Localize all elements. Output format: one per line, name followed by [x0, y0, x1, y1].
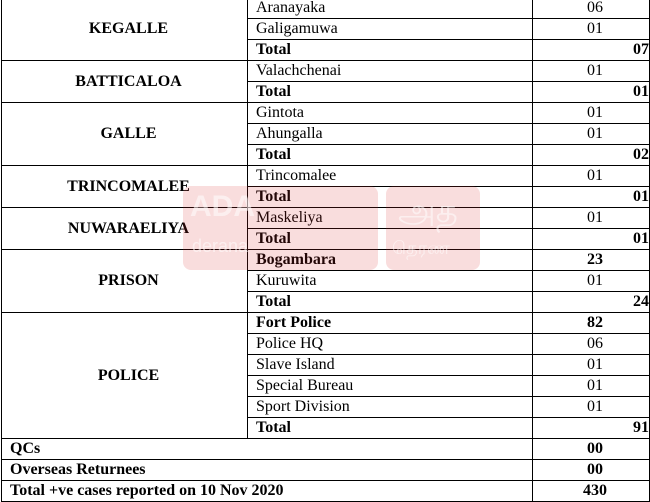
- case-count: 01: [533, 124, 650, 145]
- table-row: [2, 61, 650, 82]
- table-row: [2, 208, 650, 229]
- case-count: 01: [533, 376, 650, 397]
- place-name: Sport Division: [248, 397, 533, 418]
- watermark-text-3: அத: [398, 192, 458, 230]
- total-value: 07: [533, 40, 650, 61]
- case-count: 06: [533, 0, 650, 19]
- total-value: 01: [533, 187, 650, 208]
- district-name: BATTICALOA: [2, 61, 248, 103]
- table-body: [2, 0, 650, 502]
- place-name: Police HQ: [248, 334, 533, 355]
- case-count: 06: [533, 334, 650, 355]
- case-count: 01: [533, 19, 650, 40]
- summary-value: 430: [533, 481, 650, 502]
- case-count: 01: [533, 61, 650, 82]
- summary-value: 00: [533, 460, 650, 481]
- covid-cases-table: [1, 0, 650, 502]
- district-name: POLICE: [2, 313, 248, 439]
- place-name: Aranayaka: [248, 0, 533, 19]
- summary-label: Total +ve cases reported on 10 Nov 2020: [2, 481, 533, 502]
- table-row: [2, 103, 650, 124]
- place-name: Bogambara: [248, 250, 533, 271]
- place-name: Fort Police: [248, 313, 533, 334]
- place-name: Gintota: [248, 103, 533, 124]
- place-name: Valachchenai: [248, 61, 533, 82]
- case-count: 01: [533, 397, 650, 418]
- place-name: Ahungalla: [248, 124, 533, 145]
- place-name: Maskeliya: [248, 208, 533, 229]
- place-name: Trincomalee: [248, 166, 533, 187]
- case-count: 01: [533, 166, 650, 187]
- place-name: Slave Island: [248, 355, 533, 376]
- total-value: 24: [533, 292, 650, 313]
- summary-row: [2, 460, 650, 481]
- total-label: Total: [248, 292, 533, 313]
- summary-row: [2, 439, 650, 460]
- district-name: KEGALLE: [2, 0, 248, 61]
- case-count: 01: [533, 355, 650, 376]
- table-row: [2, 166, 650, 187]
- total-value: 01: [533, 82, 650, 103]
- total-label: Total: [248, 82, 533, 103]
- district-name: NUWARAELIYA: [2, 208, 248, 250]
- watermark-text-2: derana: [192, 236, 249, 256]
- district-name: GALLE: [2, 103, 248, 166]
- case-count: 82: [533, 313, 650, 334]
- case-count: 01: [533, 208, 650, 229]
- total-value: 02: [533, 145, 650, 166]
- total-value: 91: [533, 418, 650, 439]
- place-name: Kuruwita: [248, 271, 533, 292]
- table-row: [2, 250, 650, 271]
- district-name: TRINCOMALEE: [2, 166, 248, 208]
- table-row: [2, 0, 650, 19]
- summary-label: QCs: [2, 439, 533, 460]
- case-count: 01: [533, 103, 650, 124]
- total-label: Total: [248, 187, 533, 208]
- district-name: PRISON: [2, 250, 248, 313]
- total-label: Total: [248, 40, 533, 61]
- place-name: Special Bureau: [248, 376, 533, 397]
- place-name: Galigamuwa: [248, 19, 533, 40]
- watermark-text-4: தெரண: [392, 238, 450, 258]
- case-count: 01: [533, 271, 650, 292]
- total-label: Total: [248, 145, 533, 166]
- summary-label: Overseas Returnees: [2, 460, 533, 481]
- summary-value: 00: [533, 439, 650, 460]
- watermark-text-1: ADA: [190, 190, 255, 223]
- case-count: 23: [533, 250, 650, 271]
- total-label: Total: [248, 418, 533, 439]
- summary-row: [2, 481, 650, 502]
- table-row: [2, 313, 650, 334]
- total-label: Total: [248, 229, 533, 250]
- total-value: 01: [533, 229, 650, 250]
